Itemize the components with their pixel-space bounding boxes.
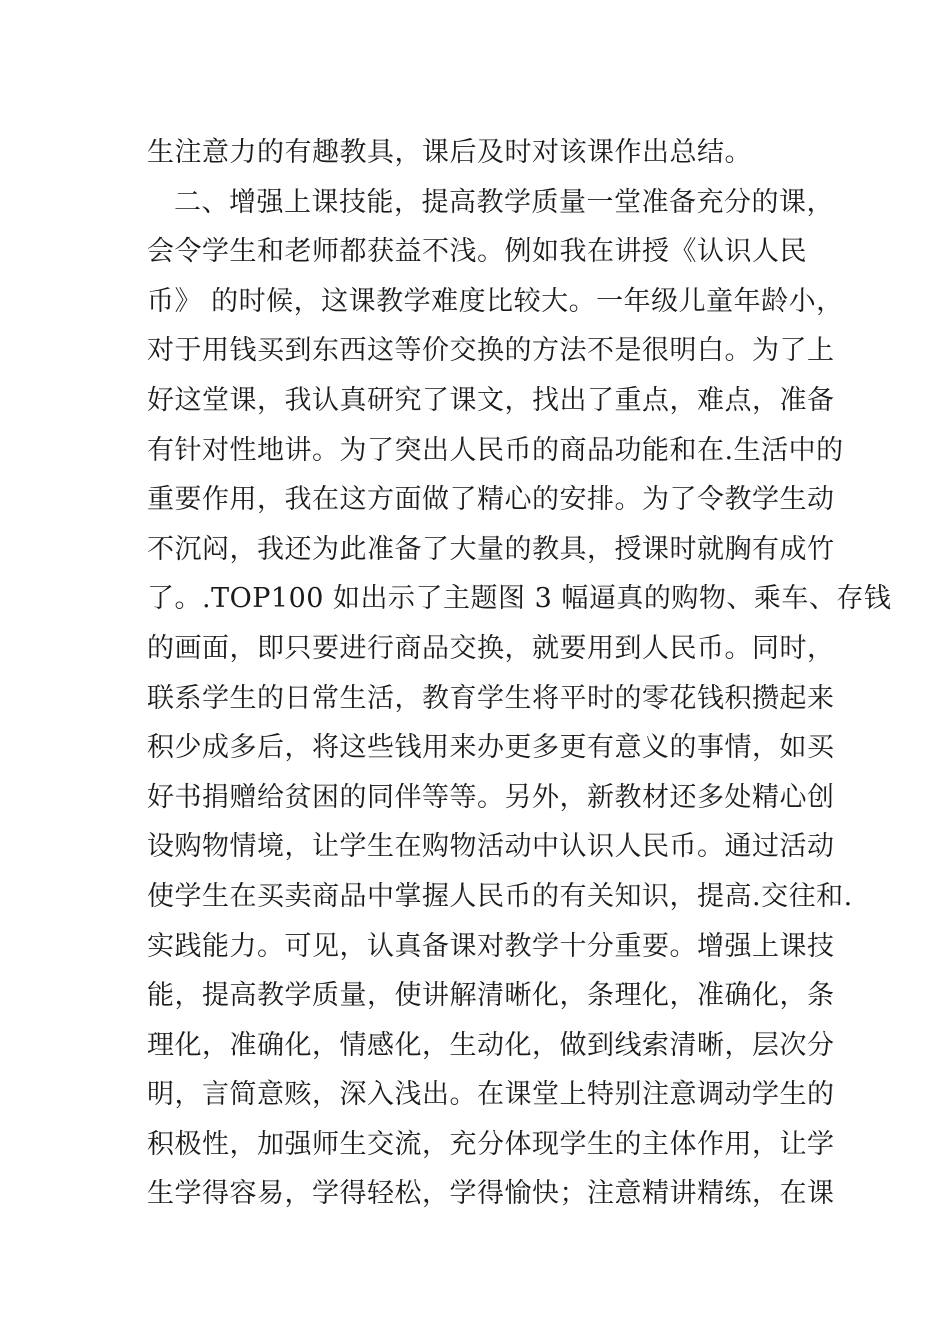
text-line: 能，提高教学质量，使讲解清晰化，条理化，准确化，条: [147, 980, 835, 1012]
text-line: 使学生在买卖商品中掌握人民币的有关知识，提高.交往和.: [147, 880, 853, 912]
text-line: 明，言简意赅，深入浅出。在课堂上特别注意调动学生的: [147, 1079, 835, 1111]
body-text: [147, 128, 892, 1219]
text-line: 不沉闷，我还为此准备了大量的教具，授课时就胸有成竹: [147, 533, 835, 565]
text-line: 生注意力的有趣教具，课后及时对该课作出总结。: [147, 137, 752, 168]
text-line: 有针对性地讲。为了突出人民币的商品功能和在.生活中的: [147, 434, 844, 466]
text-line: 重要作用，我在这方面做了精心的安排。为了令教学生动: [147, 484, 835, 516]
text-line: 积极性，加强师生交流，充分体现学生的主体作用，让学: [147, 1128, 835, 1160]
text-line: 实践能力。可见，认真备课对教学十分重要。增强上课技: [147, 930, 835, 962]
text-line: 了。.TOP100 如出示了主题图 3 幅逼真的购物、乘车、存钱: [147, 583, 892, 615]
text-line: 的画面，即只要进行商品交换，就要用到人民币。同时，: [147, 632, 835, 664]
text-line: 积少成多后，将这些钱用来办更多更有意义的事情，如买: [147, 732, 835, 764]
text-line: 好书捐赠给贫困的同伴等等。另外，新教材还多处精心创: [147, 781, 835, 813]
text-line: 设购物情境，让学生在购物活动中认识人民币。通过活动: [147, 831, 835, 863]
text-line: 理化，准确化，情感化，生动化，做到线索清晰，层次分: [147, 1029, 835, 1061]
text-line: 生学得容易，学得轻松，学得愉快；注意精讲精练，在课: [147, 1178, 835, 1210]
text-line: 对于用钱买到东西这等价交换的方法不是很明白。为了上: [147, 335, 835, 367]
text-line: 币》 的时候，这课教学难度比较大。一年级儿童年龄小，: [147, 285, 844, 317]
text-line: 会令学生和老师都获益不浅。例如我在讲授《认识人民: [147, 236, 807, 268]
text-line: 二、增强上课技能，提高教学质量一堂准备充分的课，: [174, 186, 834, 218]
text-line: 好这堂课，我认真研究了课文，找出了重点，难点，准备: [147, 384, 835, 416]
text-line: 联系学生的日常生活，教育学生将平时的零花钱积攒起来: [147, 682, 835, 714]
